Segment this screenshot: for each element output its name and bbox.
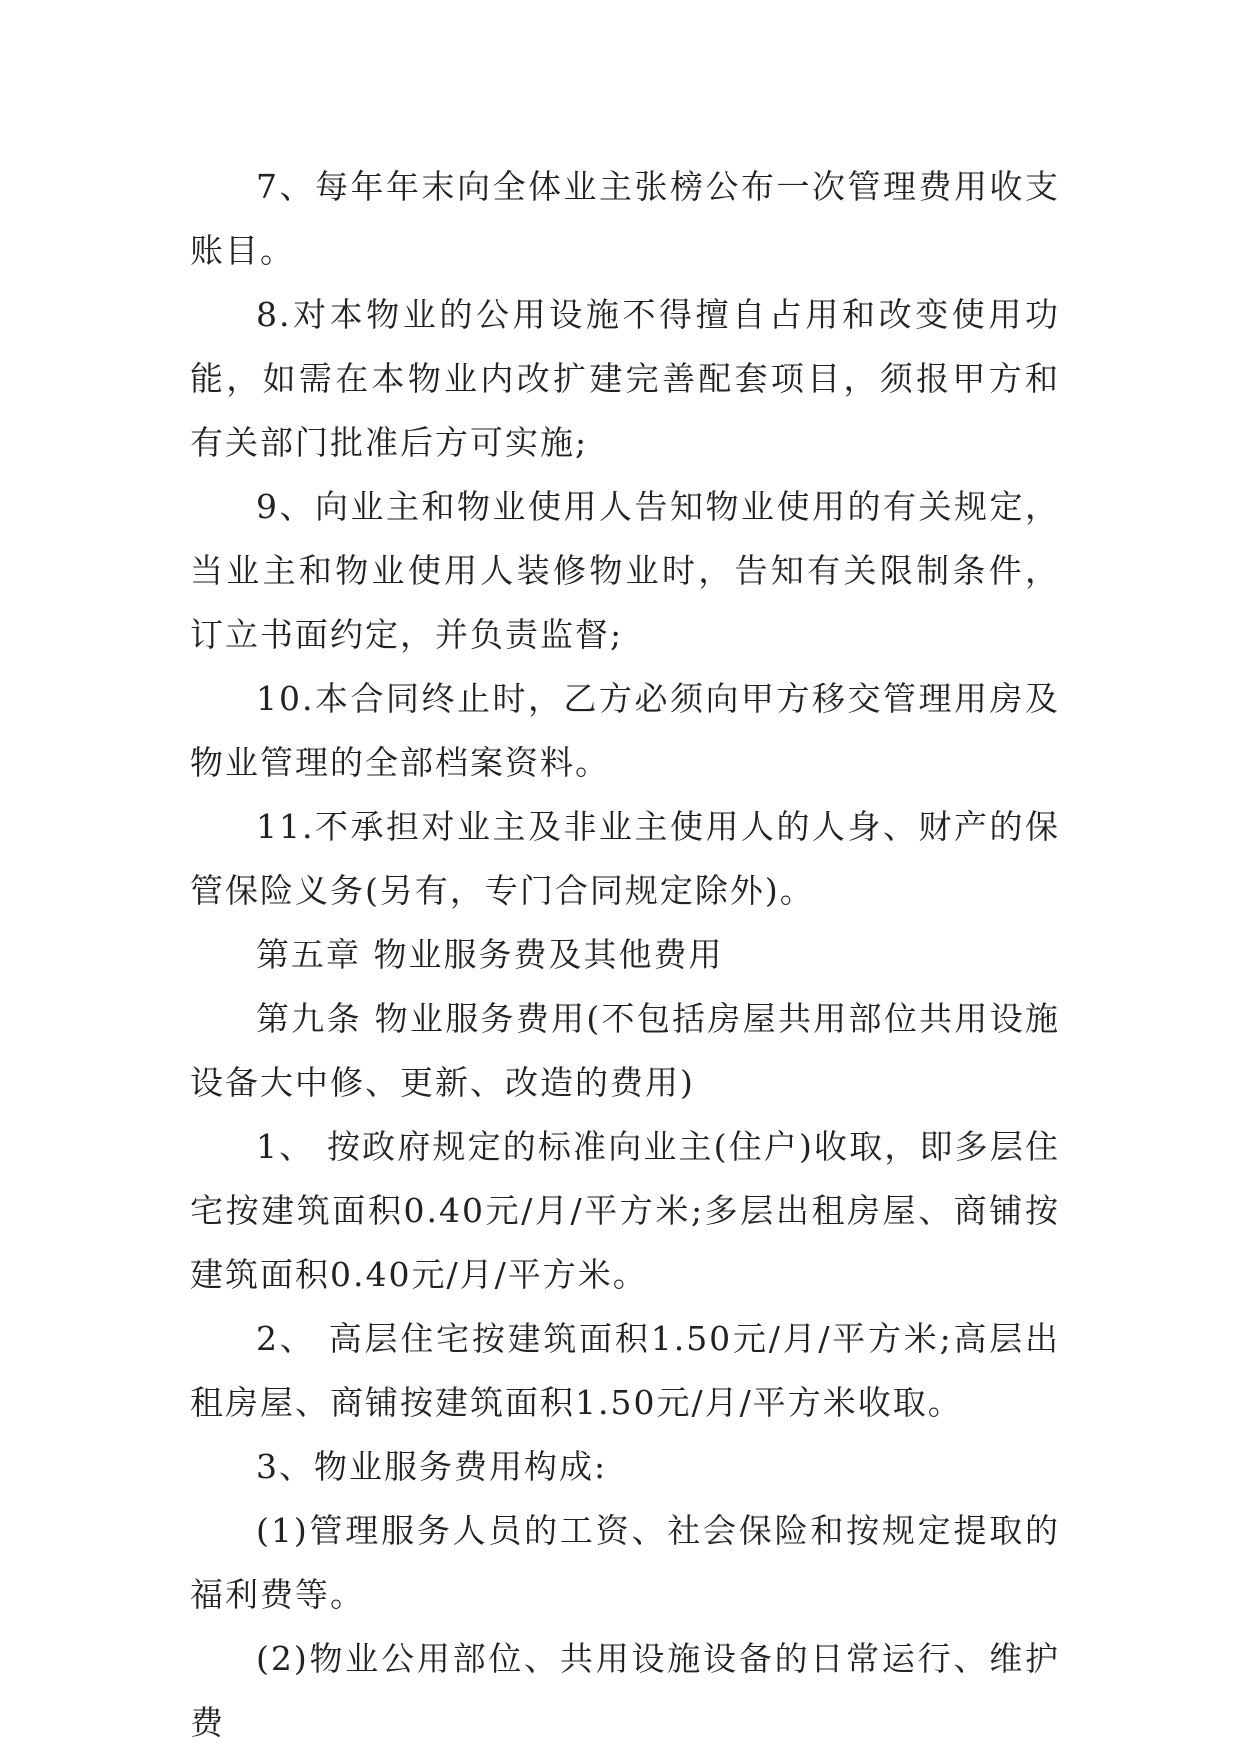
fee-subitem-2-maintenance: (2)物业公用部位、共用设施设备的日常运行、维护费	[190, 1639, 1060, 1742]
fee-item-2-highrise: 2、 高层住宅按建筑面积1.50元/月/平方米;高层出租房屋、商铺按建筑面积1.50元/月/平方米收取。	[190, 1319, 1060, 1422]
fee-item-3-composition: 3、物业服务费用构成:	[256, 1447, 608, 1486]
fee-item-1-multistory: 1、 按政府规定的标准向业主(住户)收取，即多层住宅按建筑面积0.40元/月/平方米;多层出租房屋、商铺按建筑面积0.40元/月/平方米。	[190, 1127, 1060, 1294]
paragraph-10-termination-handover: 10.本合同终止时，乙方必须向甲方移交管理用房及物业管理的全部档案资料。	[190, 679, 1060, 782]
document-page	[190, 155, 1060, 1755]
fee-subitem-1-staff-costs: (1)管理服务人员的工资、社会保险和按规定提取的福利费等。	[190, 1511, 1060, 1614]
paragraph-7-financial-disclosure: 7、每年年末向全体业主张榜公布一次管理费用收支账目。	[190, 167, 1060, 270]
paragraph-9-usage-rules: 9、向业主和物业使用人告知物业使用的有关规定，当业主和物业使用人装修物业时，告知有关限制条件，订立书面约定，并负责监督;	[190, 487, 1060, 654]
article-9-heading: 第九条 物业服务费用(不包括房屋共用部位共用设施设备大中修、更新、改造的费用)	[190, 999, 1060, 1102]
paragraph-11-insurance-exclusion: 11.不承担对业主及非业主使用人的人身、财产的保管保险义务(另有，专门合同规定除外)。	[190, 807, 1060, 910]
chapter-5-heading: 第五章 物业服务费及其他费用	[256, 935, 724, 974]
paragraph-8-public-facilities: 8.对本物业的公用设施不得擅自占用和改变使用功能，如需在本物业内改扩建完善配套项目，须报甲方和有关部门批准后方可实施;	[190, 295, 1060, 462]
